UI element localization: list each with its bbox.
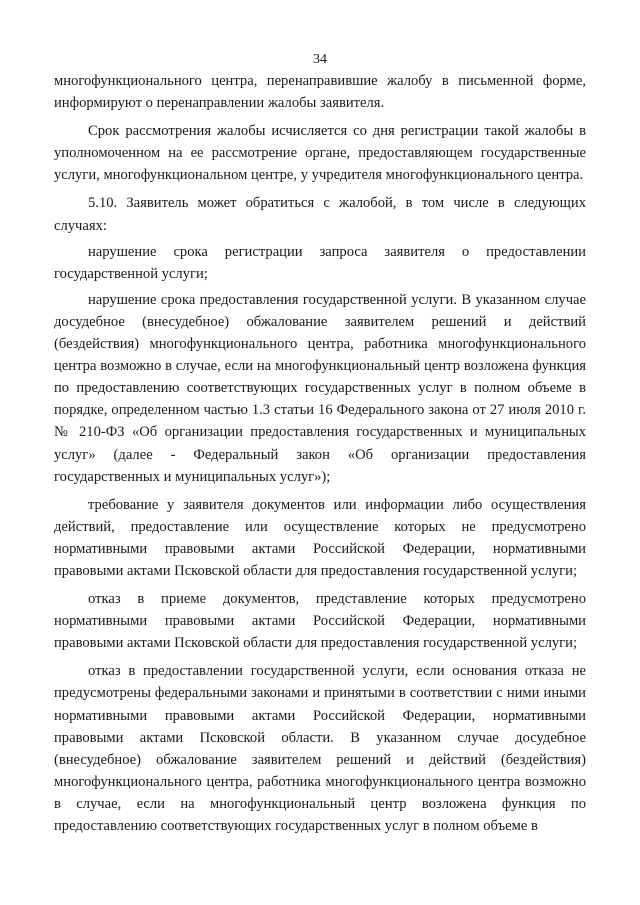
paragraph-section-5-10: 5.10. Заявитель может обратиться с жалобой, в том числе в следующих случаях: [54,195,586,234]
page-number: 34 [313,52,327,67]
paragraph-continuation: многофункционального центра, перенаправившие жалобу в письменной форме, информируют о перенаправлении жалобы заявителя. [54,73,586,112]
paragraph-case-registration: нарушение срока регистрации запроса заявителя о предоставлении государственной услуги; [54,243,586,282]
paragraph-complaint-term: Срок рассмотрения жалобы исчисляется со дня регистрации такой жалобы в уполномоченном на ее рассмотрение органе, предоставляющем государственные услуги, многофункциональном центре, у учредителя многофункционального центра. [54,123,586,184]
paragraph-case-refusal-acceptance: отказ в приеме документов, представление которых предусмотрено нормативными правовыми актами Российской Федерации, нормативными правовыми актами Псковской области для предоставления государственной услуги; [54,591,586,652]
paragraph-case-term-violation: нарушение срока предоставления государственной услуги. В указанном случае досудебное (внесудебное) обжалование заявителем решений и действий (бездействия) многофункционального центра, работника многофункционального центра возможно в случае, если на многофункциональный центр возложена функция по предоставлению соответствующих государственных услуг в полном объеме в порядке, определенном частью 1.3 статьи 16 Федерального закона от 27 июля 2010 г. № 210-ФЗ «Об организации предоставления государственных и муниципальных услуг» (далее - Федеральный закон «Об организации предоставления государственных и муниципальных услуг»); [54,291,586,485]
document-body [54,70,586,837]
paragraph-case-refusal-service: отказ в предоставлении государственной услуги, если основания отказа не предусмотрены федеральными законами и принятыми в соответствии с ними иными нормативными правовыми актами Российской Федерации, нормативными правовыми актами Псковской области. В указанном случае досудебное (внесудебное) обжалование заявителем решений и действий (бездействия) многофункционального центра, работника многофункционального центра возможно в случае, если на многофункциональный центр возложена функция по предоставлению соответствующих государственных услуг в полном объеме в [54,663,586,834]
paragraph-case-documents-request: требование у заявителя документов или информации либо осуществления действий, предоставление или осуществление которых не предусмотрено нормативными правовыми актами Российской Федерации, нормативными правовыми актами Псковской области для предоставления государственной услуги; [54,496,586,579]
